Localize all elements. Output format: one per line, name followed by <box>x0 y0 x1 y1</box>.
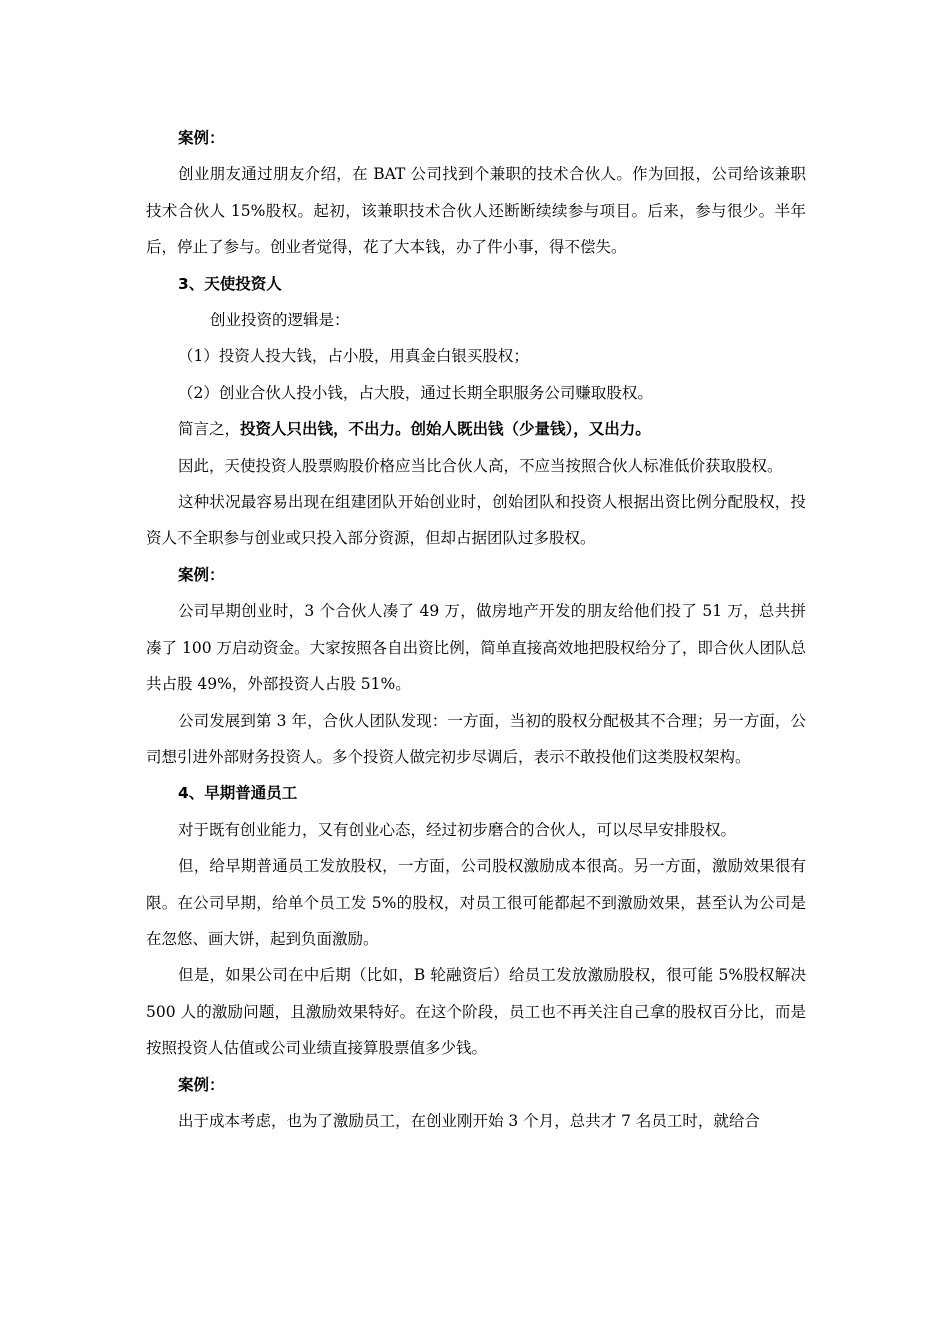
paragraph: 对于既有创业能力，又有创业心态，经过初步磨合的合伙人，可以尽早安排股权。 <box>178 820 737 839</box>
paragraph: 出于成本考虑，也为了激励员工，在创业刚开始 3 个月，总共才 7 名员工时，就给合 <box>178 1111 760 1130</box>
summary-lead: 简言之， <box>178 420 241 439</box>
section-heading-early-employees: 4、早期普通员工 <box>178 784 298 803</box>
paragraph-summary <box>146 411 806 447</box>
summary-emphasis: 投资人只出钱，不出力。创始人既出钱（少量钱），又出力。 <box>240 419 651 439</box>
document-page <box>146 120 806 1139</box>
case-heading: 案例： <box>178 129 225 147</box>
case-heading: 案例： <box>178 1075 225 1094</box>
list-item: （1）投资人投大钱，占小股，用真金白银买股权； <box>178 347 529 366</box>
paragraph: 公司发展到第 3 年，合伙人团队发现：一方面，当初的股权分配极其不合理；另一方面，公司想引进外部财务投资人。多个投资人做完初步尽调后，表示不敢投他们这类股权架构。 <box>146 711 806 766</box>
paragraph: 但是，如果公司在中后期（比如，B 轮融资后）给员工发放激励股权，很可能 5%股权解决 500 人的激励问题，且激励效果特好。在这个阶段，员工也不再关注自己拿的股权百分比，而是按照投资人估值或公司业绩直接算股票值多少钱。 <box>146 966 806 1058</box>
paragraph: 这种状况最容易出现在组建团队开始创业时，创始团队和投资人根据出资比例分配股权，投资人不全职参与创业或只投入部分资源，但却占据团队过多股权。 <box>146 493 806 548</box>
paragraph: 创业投资的逻辑是： <box>210 311 350 330</box>
paragraph: 因此，天使投资人股票购股价格应当比合伙人高，不应当按照合伙人标准低价获取股权。 <box>178 456 783 475</box>
paragraph: 但，给早期普通员工发放股权，一方面，公司股权激励成本很高。另一方面，激励效果很有限。在公司早期，给单个员工发 5%的股权，对员工很可能都起不到激励效果，甚至认为公司是在忽悠、画大饼，起到负面激励。 <box>146 857 806 948</box>
list-item: （2）创业合伙人投小钱，占大股，通过长期全职服务公司赚取股权。 <box>178 383 653 402</box>
paragraph: 创业朋友通过朋友介绍，在 BAT 公司找到个兼职的技术合伙人。作为回报，公司给该兼职技术合伙人 15%股权。起初，该兼职技术合伙人还断断续续参与项目。后来，参与很少。半年后，停止了参与。创业者觉得，花了大本钱，办了件小事，得不偿失。 <box>146 165 806 257</box>
case-heading: 案例： <box>178 565 225 584</box>
paragraph: 公司早期创业时，3 个合伙人凑了 49 万，做房地产开发的朋友给他们投了 51 万，总共拼凑了 100 万启动资金。大家按照各自出资比例，简单直接高效地把股权给分了，即合伙人团队总共占股 49%，外部投资人占股 51%。 <box>146 602 806 694</box>
section-heading-angel-investor: 3、天使投资人 <box>178 274 282 293</box>
